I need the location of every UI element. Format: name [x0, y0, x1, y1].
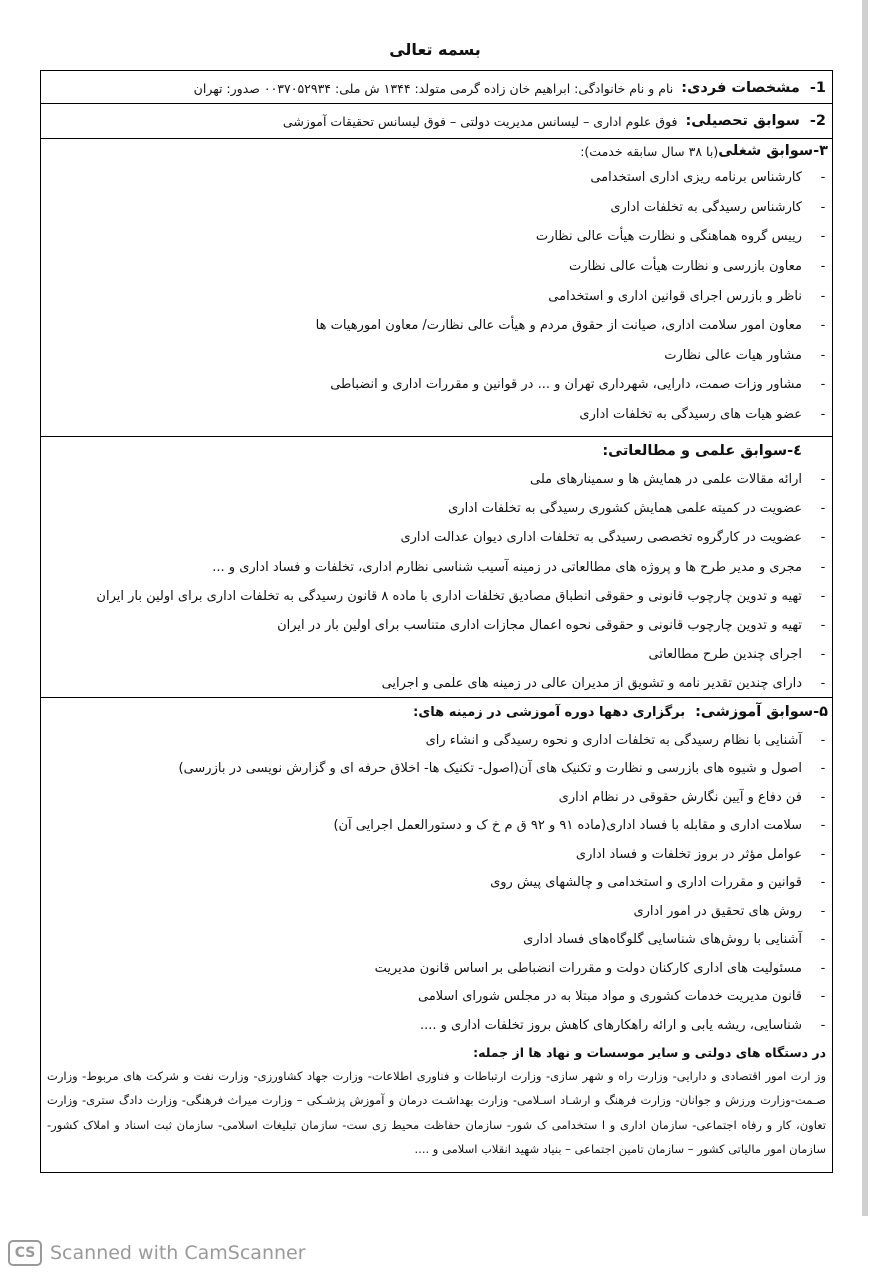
list-item-text: معاون امور سلامت اداری، صیانت از حقوق مردم و هیأت عالی نظارت/ معاون امورهیات ها	[315, 318, 802, 334]
bullet-dash: -	[820, 1017, 826, 1033]
list-item	[41, 812, 832, 841]
bullet-dash: -	[820, 472, 826, 488]
list-item	[41, 1011, 832, 1040]
bullet-dash: -	[820, 288, 826, 304]
list-item	[41, 726, 832, 755]
section-subheading: (با ۳۸ سال سابقه خدمت):	[580, 143, 719, 159]
list-item-text: اصول و شیوه های بازرسی و نظارت و تکنیک های آن(اصول- تکنیک ها- اخلاق حرفه ای و گزارش نویسی در بازرسی)	[178, 761, 802, 777]
section-research	[40, 437, 833, 698]
bullet-dash: -	[820, 732, 826, 748]
bullet-dash: -	[820, 170, 826, 186]
personal-info-text: نام و نام خانوادگی: ابراهیم خان زاده گرمی متولد: ۱۳۴۴ ش ملی: ۰۰۳۷۰۵۲۹۳۴ صدور: تهران	[193, 80, 674, 96]
bullet-dash: -	[820, 347, 826, 363]
list-item	[41, 553, 832, 582]
list-item-text: ارائه مقالات علمی در همایش ها و سمینارهای ملی	[530, 472, 802, 488]
list-item	[41, 281, 832, 311]
section-number: 2-	[809, 113, 826, 129]
section-heading: ۵-سوابق آموزشی:	[695, 704, 828, 720]
bullet-dash: -	[820, 618, 826, 634]
list-item-text: فن دفاع و آیین نگارش حقوقی در نظام اداری	[558, 789, 802, 805]
list-item	[41, 869, 832, 898]
camscanner-icon: CS	[8, 1240, 42, 1266]
list-item-text: اجرای چندین طرح مطالعاتی	[648, 647, 802, 663]
list-item	[41, 783, 832, 812]
list-item	[41, 611, 832, 640]
list-item-text: کارشناس رسیدگی به تخلفات اداری	[610, 199, 802, 215]
section-personal-info	[40, 70, 833, 104]
list-item-text: کارشناس برنامه ریزی اداری استخدامی	[590, 170, 802, 186]
bullet-dash: -	[820, 960, 826, 976]
research-list	[41, 465, 832, 699]
list-item-text: مسئولیت های اداری کارکنان دولت و مقررات انضباطی بر اساس قانون مدیریت	[374, 960, 802, 976]
bullet-dash: -	[820, 789, 826, 805]
list-item-text: مشاور هیات عالی نظارت	[664, 347, 802, 363]
education-text: فوق علوم اداری – لیسانس مدیریت دولتی – فوق لیسانس تحقیقات آموزشی	[282, 113, 678, 129]
section-training	[40, 698, 833, 1173]
list-item-text: قانون مدیریت خدمات کشوری و مواد مبتلا به در مجلس شورای اسلامی	[418, 989, 802, 1005]
list-item-text: رییس گروه هماهنگی و نظارت هیأت عالی نظارت	[535, 229, 802, 245]
list-item	[41, 840, 832, 869]
list-item	[41, 954, 832, 983]
organizations-heading: در دستگاه های دولتی و سایر موسسات و نهاد ها از جمله:	[473, 1045, 826, 1060]
list-item	[41, 400, 832, 430]
bullet-dash: -	[820, 846, 826, 862]
list-item	[41, 370, 832, 400]
training-list	[41, 726, 832, 1040]
bullet-dash: -	[820, 229, 826, 245]
list-item-text: سلامت اداری و مقابله با فساد اداری(ماده ۹۱ و ۹۲ ق م خ ک و دستورالعمل اجرایی آن)	[333, 818, 802, 834]
list-item	[41, 341, 832, 371]
section-number: 1-	[809, 80, 826, 96]
list-item-text: تهیه و تدوین چارچوب قانونی و حقوقی انطباق مصادیق تخلفات اداری با ماده ۸ قانون رسیدگی به تخلفات اداری برای اولین بار ایران	[96, 588, 802, 604]
list-item-text: عضویت در کمیته علمی همایش کشوری رسیدگی به تخلفات اداری	[448, 501, 802, 517]
bullet-dash: -	[820, 989, 826, 1005]
bullet-dash: -	[820, 530, 826, 546]
list-item-text: آشنایی با نظام رسیدگی به تخلفات اداری و نحوه رسیدگی و انشاء رای	[425, 732, 802, 748]
bullet-dash: -	[820, 647, 826, 663]
list-item-text: آشنایی با روش‌های شناسایی گلوگاه‌های فساد اداری	[523, 932, 802, 948]
section-subheading: برگزاری دهها دوره آموزشی در زمینه های:	[413, 704, 686, 720]
list-item-text: عضویت در کارگروه تخصصی رسیدگی به تخلفات اداری دیوان عدالت اداری	[400, 530, 802, 546]
list-item	[41, 523, 832, 552]
watermark-text: Scanned with CamScanner	[50, 1242, 306, 1264]
bullet-dash: -	[820, 676, 826, 692]
scanner-watermark	[8, 1240, 306, 1266]
bullet-dash: -	[820, 903, 826, 919]
list-item-text: عضو هیات های رسیدگی به تخلفات اداری	[579, 407, 802, 423]
list-item-text: قوانین و مقررات اداری و استخدامی و چالشهای پیش روی	[490, 875, 802, 891]
list-item	[41, 222, 832, 252]
list-item	[41, 755, 832, 784]
list-item-text: مشاور وزات صمت، دارایی، شهرداری تهران و ... در قوانین و مقررات اداری و انضباطی	[330, 377, 802, 393]
list-item-text: شناسایی، ریشه یابی و ارائه راهکارهای کاهش بروز تخلفات اداری و ....	[419, 1017, 802, 1033]
bullet-dash: -	[820, 761, 826, 777]
list-item	[41, 311, 832, 341]
list-item	[41, 465, 832, 494]
list-item-text: تهیه و تدوین چارچوب قانونی و حقوقی نحوه اعمال مجازات اداری متناسب برای اولین بار در ایران	[277, 618, 802, 634]
list-item-text: عوامل مؤثر در بروز تخلفات و فساد اداری	[575, 846, 802, 862]
bullet-dash: -	[820, 259, 826, 275]
bullet-dash: -	[820, 588, 826, 604]
section-education	[40, 104, 833, 139]
list-item-text: معاون بازرسی و نظارت هیأت عالی نظارت	[569, 259, 802, 275]
list-item-text: مجری و مدیر طرح ها و پروژه های مطالعاتی در زمینه آسیب شناسی نظارم اداری، تخلفات و فساد اداری و ...	[212, 559, 802, 575]
bullet-dash: -	[820, 318, 826, 334]
page-edge	[862, 0, 868, 1216]
list-item	[41, 494, 832, 523]
section-heading: ۳-سوابق شغلی	[718, 143, 828, 159]
bullet-dash: -	[820, 407, 826, 423]
bullet-dash: -	[820, 932, 826, 948]
list-item-text: دارای چندین تقدیر نامه و تشویق از مدیران عالی در زمینه های علمی و اجرایی	[381, 676, 802, 692]
section-heading: ٤-سوابق علمی و مطالعاتی:	[602, 443, 802, 459]
bullet-dash: -	[820, 559, 826, 575]
list-item	[41, 163, 832, 193]
section-work-history	[40, 139, 833, 437]
bullet-dash: -	[820, 199, 826, 215]
list-item	[41, 193, 832, 223]
list-item	[41, 669, 832, 698]
section-heading: سوابق تحصیلی:	[685, 113, 800, 129]
list-item-text: روش های تحقیق در امور اداری	[633, 903, 802, 919]
list-item	[41, 897, 832, 926]
list-item-text: ناظر و بازرس اجرای قوانین اداری و استخدامی	[548, 288, 802, 304]
bullet-dash: -	[820, 875, 826, 891]
list-item	[41, 252, 832, 282]
list-item	[41, 640, 832, 669]
list-item	[41, 983, 832, 1012]
list-item	[41, 926, 832, 955]
bullet-dash: -	[820, 501, 826, 517]
work-history-list	[41, 163, 832, 429]
organizations-text: وز ارت امور اقتصادی و دارایی- وزارت راه و شهر سازی- وزارت ارتباطات و فناوری اطلاعات- وزارت جهاد کشاورزی- وزارت نفت و شرکت های مربوط- وزارت صـمت-وزارت ورزش و جوانان- وزارت فرهنگ و ارشـاد اسـلامی- وزارت بهداشـت درمان و آموزش پزشـکی – وزارت میراث فرهنگی- وزارت دادگ ستری- وزارت تعاون، کار و رفاه اجتماعی- سازمان اداری و ا ستخدامی ک شور- سازمان حفاظت محیط زی ست- سازمان تبلیغات اسلامی- سازمان ثبت اسناد و املاک کشور- سازمان امور مالیاتی کشور – سازمان تامین اجتماعی – بنیاد شهید انقلاب اسلامی و ....	[47, 1068, 826, 1156]
bullet-dash: -	[820, 818, 826, 834]
bullet-dash: -	[820, 377, 826, 393]
section-heading: مشخصات فردی:	[681, 80, 800, 96]
list-item	[41, 582, 832, 611]
page-title: بسمه تعالی	[389, 40, 481, 59]
